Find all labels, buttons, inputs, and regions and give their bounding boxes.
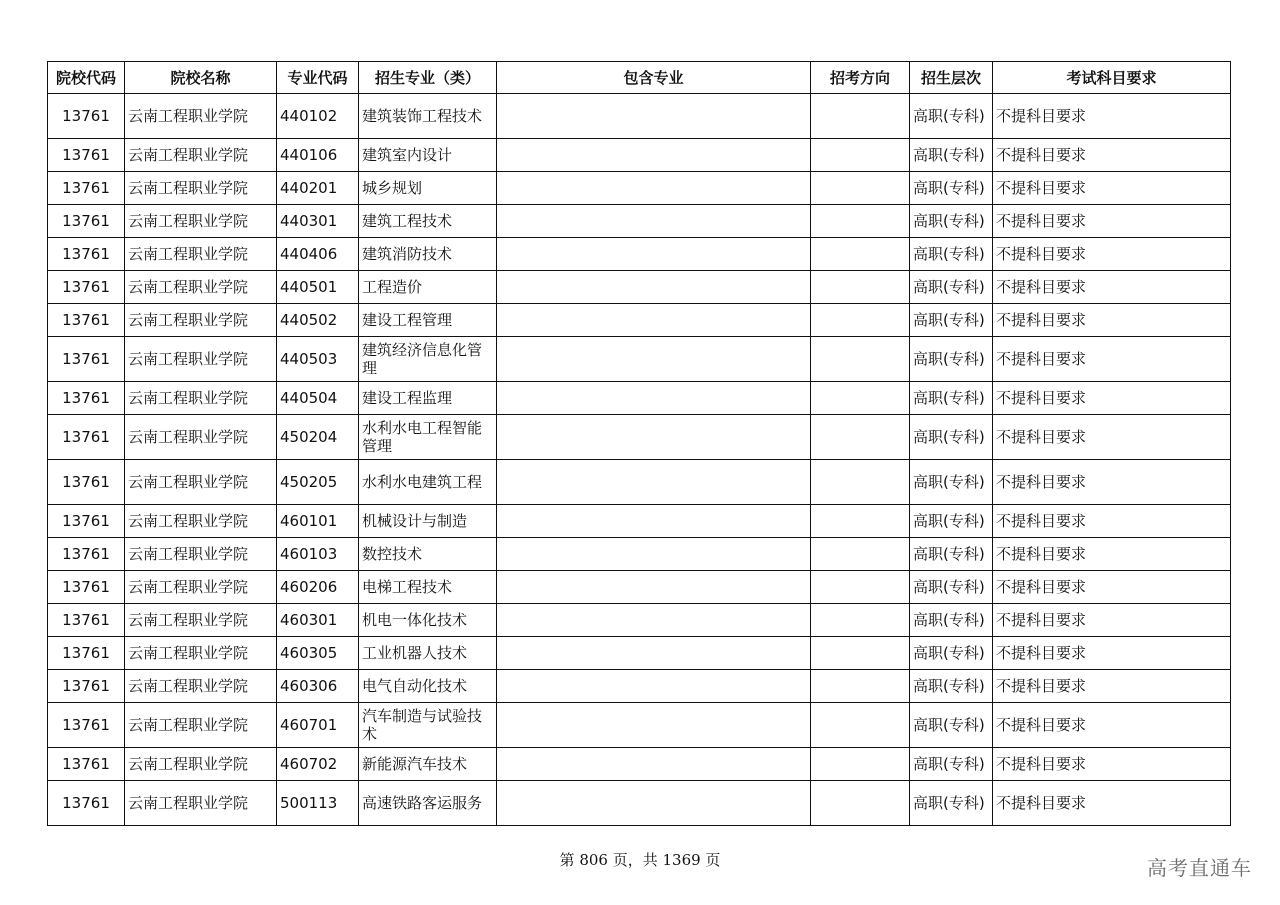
table-row	[48, 172, 1231, 205]
cell-school-name: 云南工程职业学院	[125, 505, 277, 538]
cell-major: 建筑室内设计	[359, 139, 497, 172]
cell-major-code: 460702	[277, 748, 359, 781]
cell-direction	[811, 172, 910, 205]
cell-school-name: 云南工程职业学院	[125, 415, 277, 460]
cell-school-name: 云南工程职业学院	[125, 172, 277, 205]
cell-level: 高职(专科)	[910, 337, 993, 382]
cell-major: 水利水电建筑工程	[359, 460, 497, 505]
cell-included-majors	[497, 781, 811, 826]
cell-requirement: 不提科目要求	[993, 703, 1231, 748]
cell-major: 建设工程管理	[359, 304, 497, 337]
cell-requirement: 不提科目要求	[993, 748, 1231, 781]
cell-major-code: 450205	[277, 460, 359, 505]
cell-school-code: 13761	[48, 172, 125, 205]
cell-major: 工程造价	[359, 271, 497, 304]
cell-requirement: 不提科目要求	[993, 205, 1231, 238]
cell-school-name: 云南工程职业学院	[125, 382, 277, 415]
table-row	[48, 139, 1231, 172]
table-row	[48, 205, 1231, 238]
cell-requirement: 不提科目要求	[993, 139, 1231, 172]
cell-school-code: 13761	[48, 571, 125, 604]
cell-school-name: 云南工程职业学院	[125, 670, 277, 703]
cell-school-code: 13761	[48, 382, 125, 415]
header-row	[48, 62, 1231, 94]
cell-major-code: 460101	[277, 505, 359, 538]
cell-direction	[811, 460, 910, 505]
cell-school-name: 云南工程职业学院	[125, 703, 277, 748]
header-requirement: 考试科目要求	[993, 62, 1231, 94]
cell-direction	[811, 382, 910, 415]
table-row	[48, 703, 1231, 748]
cell-major-code: 440501	[277, 271, 359, 304]
cell-direction	[811, 271, 910, 304]
cell-requirement: 不提科目要求	[993, 382, 1231, 415]
header-major: 招生专业（类）	[359, 62, 497, 94]
cell-direction	[811, 139, 910, 172]
cell-included-majors	[497, 460, 811, 505]
cell-school-name: 云南工程职业学院	[125, 460, 277, 505]
table-row	[48, 238, 1231, 271]
cell-major-code: 460301	[277, 604, 359, 637]
cell-level: 高职(专科)	[910, 238, 993, 271]
cell-school-name: 云南工程职业学院	[125, 538, 277, 571]
cell-included-majors	[497, 337, 811, 382]
cell-school-name: 云南工程职业学院	[125, 571, 277, 604]
cell-school-name: 云南工程职业学院	[125, 139, 277, 172]
cell-major-code: 440106	[277, 139, 359, 172]
cell-requirement: 不提科目要求	[993, 415, 1231, 460]
cell-requirement: 不提科目要求	[993, 670, 1231, 703]
table-row	[48, 748, 1231, 781]
cell-level: 高职(专科)	[910, 94, 993, 139]
cell-included-majors	[497, 94, 811, 139]
cell-direction	[811, 238, 910, 271]
cell-major-code: 440102	[277, 94, 359, 139]
cell-major: 数控技术	[359, 538, 497, 571]
cell-school-code: 13761	[48, 460, 125, 505]
cell-major: 建设工程监理	[359, 382, 497, 415]
cell-direction	[811, 205, 910, 238]
cell-level: 高职(专科)	[910, 304, 993, 337]
cell-level: 高职(专科)	[910, 271, 993, 304]
cell-included-majors	[497, 748, 811, 781]
cell-major: 城乡规划	[359, 172, 497, 205]
header-direction: 招考方向	[811, 62, 910, 94]
cell-major: 新能源汽车技术	[359, 748, 497, 781]
cell-direction	[811, 304, 910, 337]
table-row	[48, 382, 1231, 415]
table-row	[48, 415, 1231, 460]
header-included-majors: 包含专业	[497, 62, 811, 94]
cell-direction	[811, 571, 910, 604]
cell-school-code: 13761	[48, 748, 125, 781]
cell-major: 建筑装饰工程技术	[359, 94, 497, 139]
table-row	[48, 460, 1231, 505]
cell-school-code: 13761	[48, 781, 125, 826]
cell-major: 建筑工程技术	[359, 205, 497, 238]
cell-major-code: 460206	[277, 571, 359, 604]
cell-included-majors	[497, 238, 811, 271]
table-row	[48, 94, 1231, 139]
cell-major: 建筑经济信息化管理	[359, 337, 497, 382]
cell-major-code: 440502	[277, 304, 359, 337]
cell-school-code: 13761	[48, 271, 125, 304]
table-row	[48, 604, 1231, 637]
header-level: 招生层次	[910, 62, 993, 94]
cell-school-code: 13761	[48, 703, 125, 748]
cell-major-code: 460306	[277, 670, 359, 703]
cell-school-name: 云南工程职业学院	[125, 337, 277, 382]
table-row	[48, 505, 1231, 538]
cell-requirement: 不提科目要求	[993, 304, 1231, 337]
cell-major-code: 440503	[277, 337, 359, 382]
cell-school-name: 云南工程职业学院	[125, 205, 277, 238]
cell-level: 高职(专科)	[910, 748, 993, 781]
cell-level: 高职(专科)	[910, 205, 993, 238]
cell-school-name: 云南工程职业学院	[125, 94, 277, 139]
cell-direction	[811, 94, 910, 139]
cell-included-majors	[497, 505, 811, 538]
header-school-code: 院校代码	[48, 62, 125, 94]
cell-school-name: 云南工程职业学院	[125, 748, 277, 781]
cell-major: 电梯工程技术	[359, 571, 497, 604]
cell-level: 高职(专科)	[910, 571, 993, 604]
cell-school-code: 13761	[48, 604, 125, 637]
cell-level: 高职(专科)	[910, 505, 993, 538]
cell-school-code: 13761	[48, 538, 125, 571]
cell-direction	[811, 538, 910, 571]
page-footer: 第 806 页，共 1369 页	[559, 851, 721, 869]
cell-included-majors	[497, 670, 811, 703]
cell-level: 高职(专科)	[910, 781, 993, 826]
table-row	[48, 781, 1231, 826]
cell-included-majors	[497, 415, 811, 460]
cell-major: 电气自动化技术	[359, 670, 497, 703]
cell-major: 高速铁路客运服务	[359, 781, 497, 826]
cell-level: 高职(专科)	[910, 538, 993, 571]
cell-school-code: 13761	[48, 670, 125, 703]
table-row	[48, 271, 1231, 304]
cell-major: 机电一体化技术	[359, 604, 497, 637]
cell-school-code: 13761	[48, 637, 125, 670]
cell-school-name: 云南工程职业学院	[125, 304, 277, 337]
table-row	[48, 637, 1231, 670]
cell-requirement: 不提科目要求	[993, 460, 1231, 505]
cell-requirement: 不提科目要求	[993, 604, 1231, 637]
cell-included-majors	[497, 271, 811, 304]
cell-requirement: 不提科目要求	[993, 172, 1231, 205]
cell-included-majors	[497, 703, 811, 748]
cell-school-name: 云南工程职业学院	[125, 238, 277, 271]
cell-major-code: 440406	[277, 238, 359, 271]
cell-level: 高职(专科)	[910, 139, 993, 172]
cell-level: 高职(专科)	[910, 703, 993, 748]
cell-level: 高职(专科)	[910, 172, 993, 205]
cell-major-code: 500113	[277, 781, 359, 826]
cell-school-code: 13761	[48, 238, 125, 271]
cell-major-code: 460701	[277, 703, 359, 748]
cell-requirement: 不提科目要求	[993, 571, 1231, 604]
cell-included-majors	[497, 172, 811, 205]
cell-included-majors	[497, 571, 811, 604]
cell-included-majors	[497, 538, 811, 571]
cell-major-code: 460103	[277, 538, 359, 571]
cell-major: 工业机器人技术	[359, 637, 497, 670]
cell-direction	[811, 637, 910, 670]
table-row	[48, 571, 1231, 604]
cell-school-code: 13761	[48, 94, 125, 139]
table-row	[48, 304, 1231, 337]
table-body	[48, 94, 1231, 826]
cell-requirement: 不提科目要求	[993, 238, 1231, 271]
cell-requirement: 不提科目要求	[993, 505, 1231, 538]
cell-level: 高职(专科)	[910, 670, 993, 703]
cell-school-code: 13761	[48, 205, 125, 238]
cell-direction	[811, 781, 910, 826]
cell-school-name: 云南工程职业学院	[125, 604, 277, 637]
cell-included-majors	[497, 205, 811, 238]
cell-requirement: 不提科目要求	[993, 637, 1231, 670]
admission-table-container	[47, 61, 1231, 826]
table-row	[48, 538, 1231, 571]
cell-school-code: 13761	[48, 415, 125, 460]
cell-included-majors	[497, 637, 811, 670]
cell-school-code: 13761	[48, 337, 125, 382]
cell-level: 高职(专科)	[910, 415, 993, 460]
cell-major-code: 440301	[277, 205, 359, 238]
header-school-name: 院校名称	[125, 62, 277, 94]
cell-direction	[811, 748, 910, 781]
cell-school-code: 13761	[48, 139, 125, 172]
cell-school-code: 13761	[48, 304, 125, 337]
cell-major-code: 450204	[277, 415, 359, 460]
cell-school-name: 云南工程职业学院	[125, 271, 277, 304]
cell-level: 高职(专科)	[910, 604, 993, 637]
cell-included-majors	[497, 139, 811, 172]
cell-direction	[811, 415, 910, 460]
cell-direction	[811, 670, 910, 703]
cell-included-majors	[497, 382, 811, 415]
admission-table	[47, 61, 1231, 826]
cell-school-name: 云南工程职业学院	[125, 637, 277, 670]
cell-requirement: 不提科目要求	[993, 781, 1231, 826]
cell-requirement: 不提科目要求	[993, 538, 1231, 571]
cell-requirement: 不提科目要求	[993, 271, 1231, 304]
cell-requirement: 不提科目要求	[993, 337, 1231, 382]
cell-major: 水利水电工程智能管理	[359, 415, 497, 460]
cell-included-majors	[497, 304, 811, 337]
cell-level: 高职(专科)	[910, 460, 993, 505]
watermark-text: 高考直通车	[1147, 856, 1252, 880]
cell-major-code: 440504	[277, 382, 359, 415]
cell-direction	[811, 337, 910, 382]
cell-school-code: 13761	[48, 505, 125, 538]
header-major-code: 专业代码	[277, 62, 359, 94]
cell-major: 机械设计与制造	[359, 505, 497, 538]
cell-requirement: 不提科目要求	[993, 94, 1231, 139]
cell-major-code: 460305	[277, 637, 359, 670]
cell-direction	[811, 703, 910, 748]
cell-included-majors	[497, 604, 811, 637]
cell-level: 高职(专科)	[910, 382, 993, 415]
cell-major: 汽车制造与试验技术	[359, 703, 497, 748]
table-row	[48, 337, 1231, 382]
cell-major-code: 440201	[277, 172, 359, 205]
table-row	[48, 670, 1231, 703]
cell-level: 高职(专科)	[910, 637, 993, 670]
cell-major: 建筑消防技术	[359, 238, 497, 271]
cell-school-name: 云南工程职业学院	[125, 781, 277, 826]
cell-direction	[811, 505, 910, 538]
cell-direction	[811, 604, 910, 637]
